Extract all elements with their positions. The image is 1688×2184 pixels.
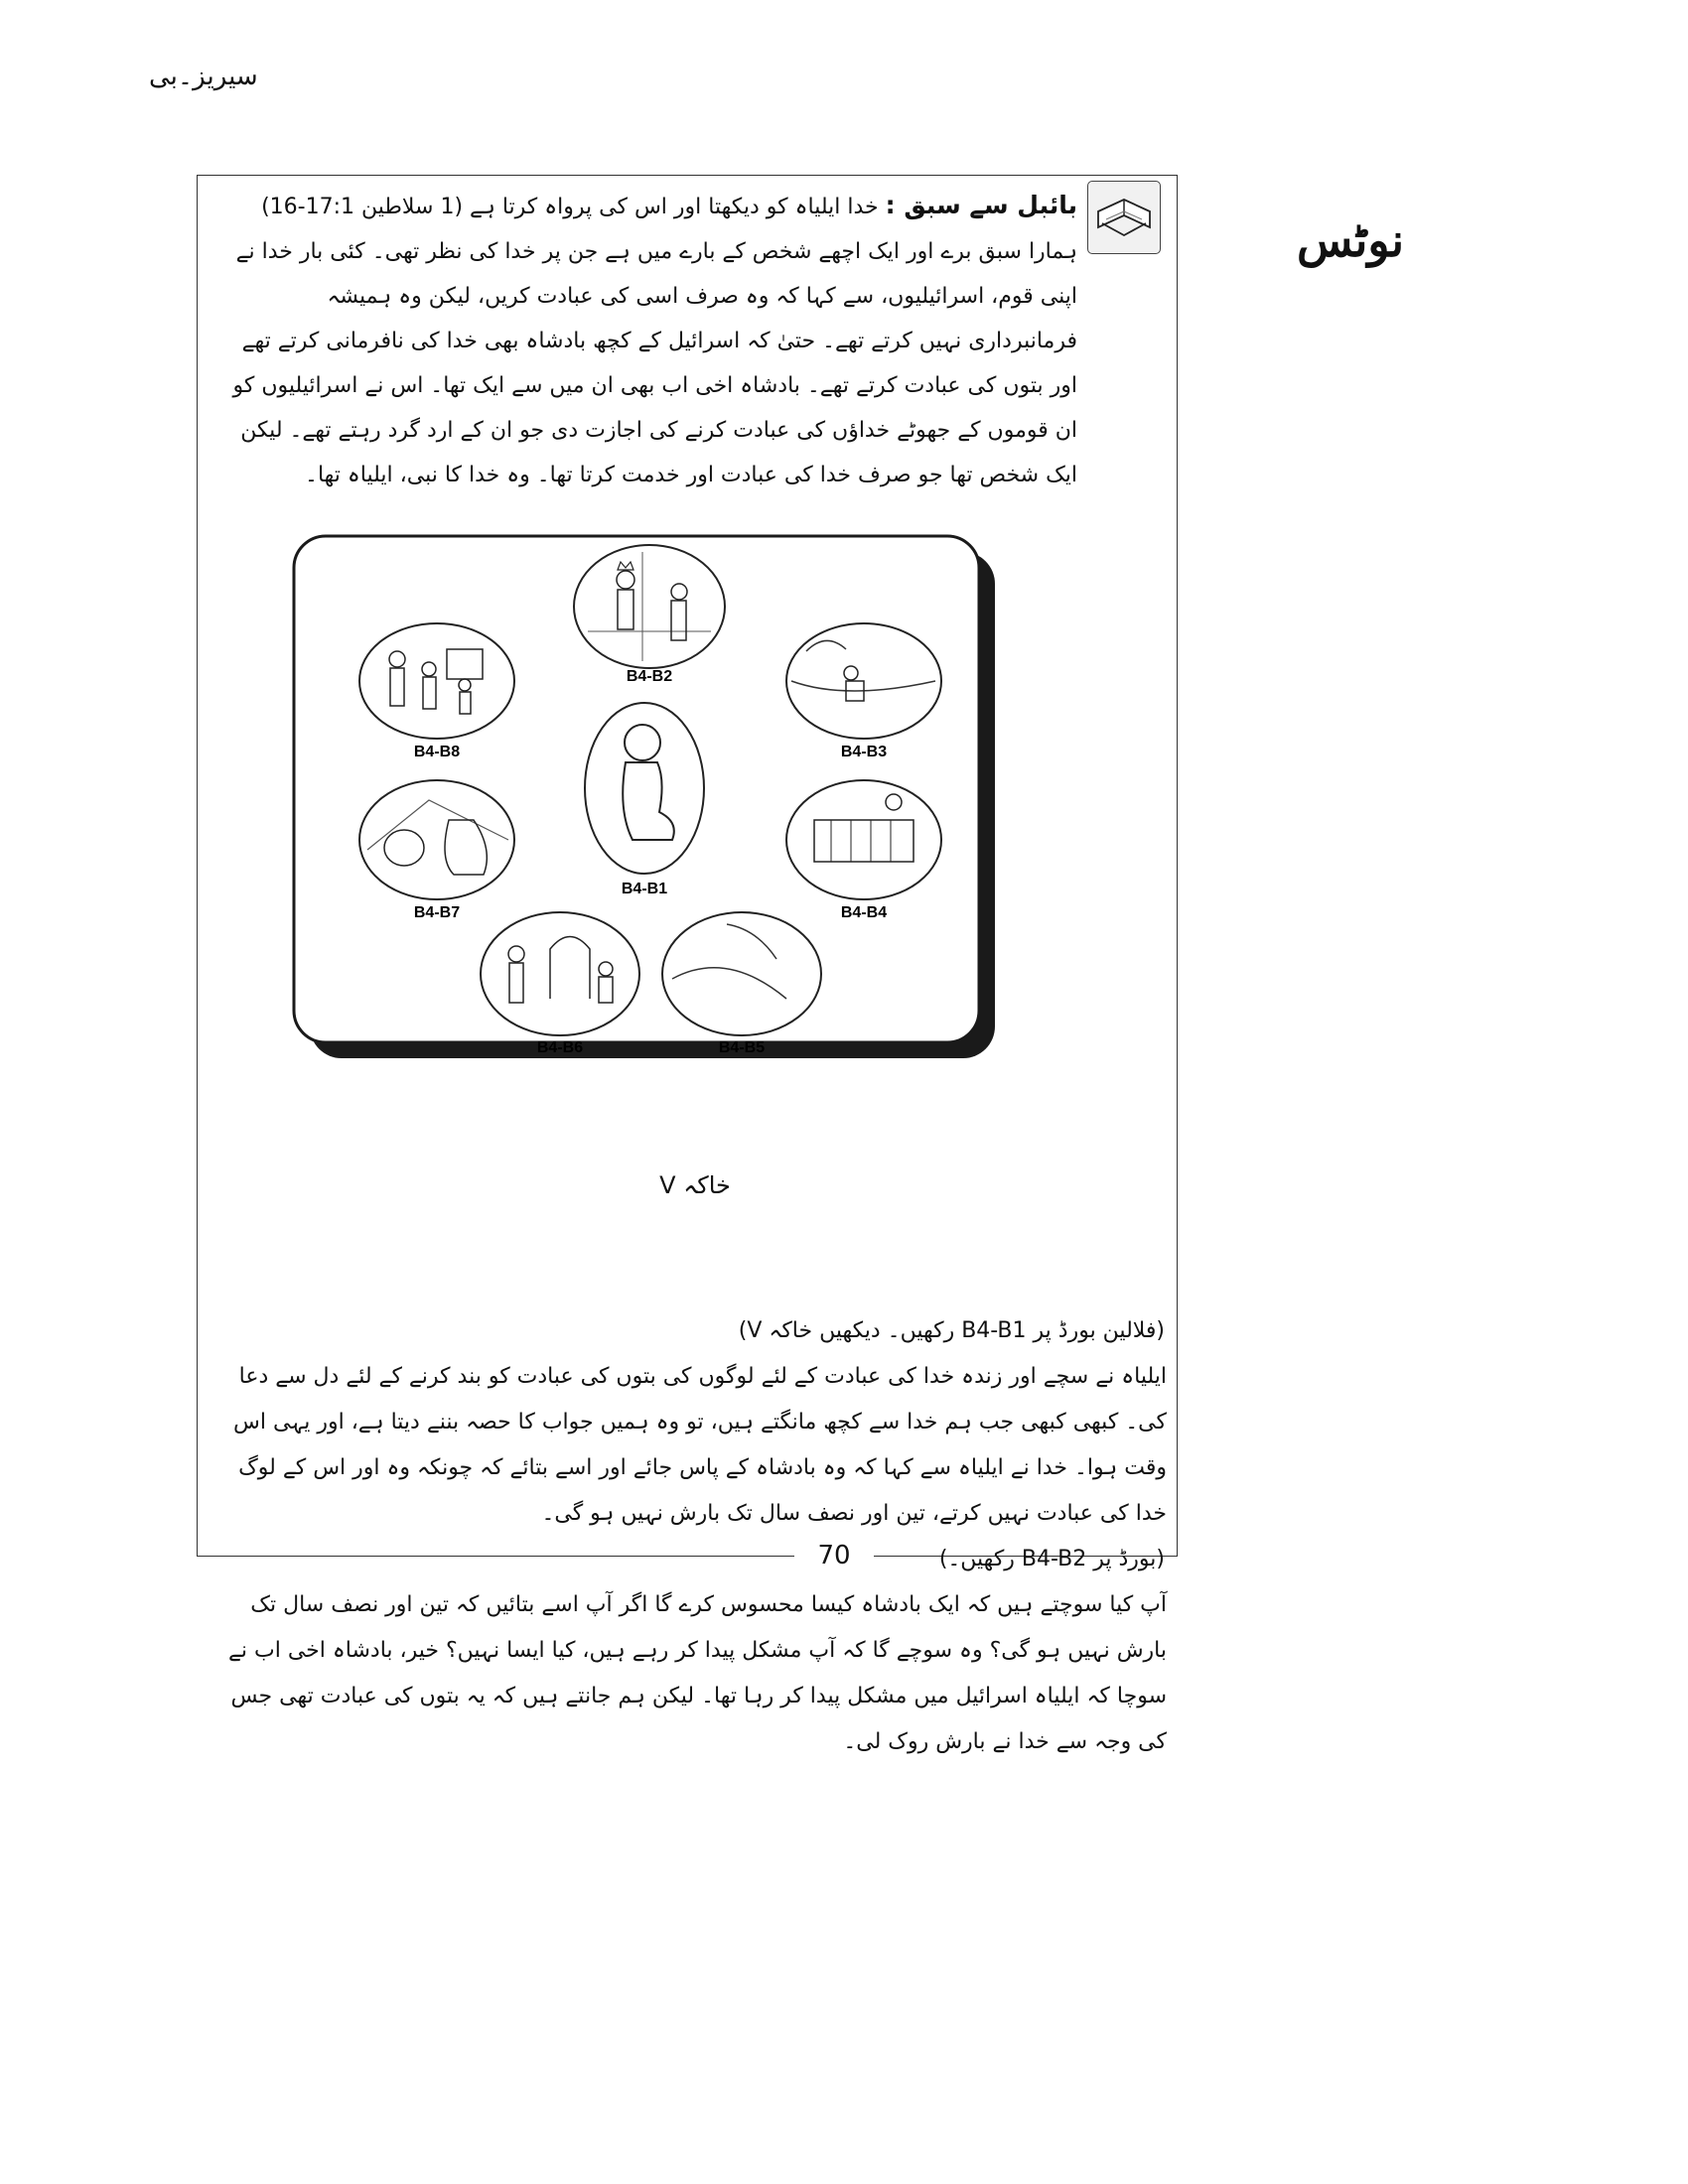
figure-caption: خاکہ V (659, 1171, 731, 1199)
lesson-intro (213, 183, 1167, 497)
figure-label-b4-b8: B4-B8 (413, 744, 461, 760)
scene-idol-altar (359, 623, 514, 739)
lesson-body (213, 1308, 1167, 1765)
figure-label-b4-b7: B4-B7 (413, 904, 461, 921)
series-label: سیریز۔بی (149, 62, 258, 91)
figure-label-b4-b3: B4-B3 (840, 744, 888, 760)
figure-label-b4-b1: B4-B1 (621, 881, 668, 897)
figure-label-b4-b4: B4-B4 (840, 904, 888, 921)
body-paragraph-2: آپ کیا سوچتے ہیں کہ ایک بادشاہ کیسا محسوس کرے گا اگر آپ اسے بتائیں کہ تین اور نصف سال تک بارش نہیں ہو گی؟ وہ سوچے گا کہ آپ مشکل پیدا کر رہے ہیں، کیا ایسا نہیں؟ خیر، بادشاہ اخی اب نے سوچا کہ ایلیاہ اسرائیل میں مشکل پیدا کر رہا تھا۔ لیکن ہم جانتے ہیں کہ یہ بتوں کی عبادت تھی جس کی وجہ سے خدا نے بارش روک لی۔ (228, 1592, 1167, 1754)
page-number: 70 (794, 1541, 874, 1570)
figure-label-b4-b2: B4-B2 (626, 668, 673, 685)
body-paragraph-1: ایلیاہ نے سچے اور زندہ خدا کی عبادت کے لئے لوگوں کی بتوں کی عبادت کو بند کرنے کے لئے دل سے دعا کی۔ کبھی کبھی جب ہم خدا سے کچھ مانگتے ہیں، تو وہ ہمیں جواب کا حصہ بننے دیتا ہے، اور یہی اس وقت ہوا۔ خدا نے ایلیاہ سے کہا کہ وہ بادشاہ کے پاس جائے اور اسے بتائے کہ چونکہ وہ اور اس کے لوگ خدا کی عبادت نہیں کرتے، تین اور نصف سال تک بارش نہیں ہو گی۔ (233, 1364, 1167, 1526)
scene-widow-at-gate (481, 912, 639, 1035)
instruction-place-b4-b2: (بورڈ پر B4-B2 رکھیں۔) (938, 1547, 1165, 1571)
figure-label-b4-b5: B4-B5 (718, 1039, 766, 1056)
lesson-title: بائبل سے سبق : (885, 191, 1077, 219)
scene-elijah-at-brook (786, 623, 941, 739)
notes-label: نوٹس (1296, 213, 1404, 267)
scene-dry-brook (662, 912, 821, 1035)
scene-elijah-praying (585, 703, 704, 874)
figure-v-illustration (290, 532, 1005, 1068)
scene-crowd-of-people (786, 780, 941, 899)
instruction-place-b4-b1: (فلالین بورڈ پر B4-B1 رکھیں۔ دیکھیں خاکہ V) (738, 1318, 1165, 1343)
scene-king-and-elijah (574, 545, 725, 668)
scene-flour-and-oil-jars (359, 780, 514, 899)
lesson-text: خدا ایلیاہ کو دیکھتا اور اس کی پرواہ کرتا ہے (1 سلاطین 17:1-16) ہمارا سبق برے اور ایک اچھے شخص کے بارے میں ہے جن پر خدا کی نظر تھی۔ کئی بار خدا نے اپنی قوم، اسرائیلیوں، سے کہا کہ وہ صرف اسی کی عبادت کریں، لیکن وہ ہمیشہ فرمانبرداری نہیں کرتے تھے۔ حتیٰ کہ اسرائیل کے کچھ بادشاہ بھی خدا کی نافرمانی کرتے تھے اور بتوں کی عبادت کرتے تھے۔ بادشاہ اخی اب بھی ان میں سے ایک تھا۔ اس نے اسرائیلیوں کو ان قوموں کے جھوٹے خداؤں کی عبادت کرنے کی اجازت دی جو ان کے ارد گرد رہتے تھے۔ لیکن ایک شخص تھا جو صرف خدا کی عبادت اور خدمت کرتا تھا۔ وہ خدا کا نبی، ایلیاہ تھا۔ (232, 195, 1077, 487)
figure-label-b4-b6: B4-B6 (536, 1039, 584, 1056)
